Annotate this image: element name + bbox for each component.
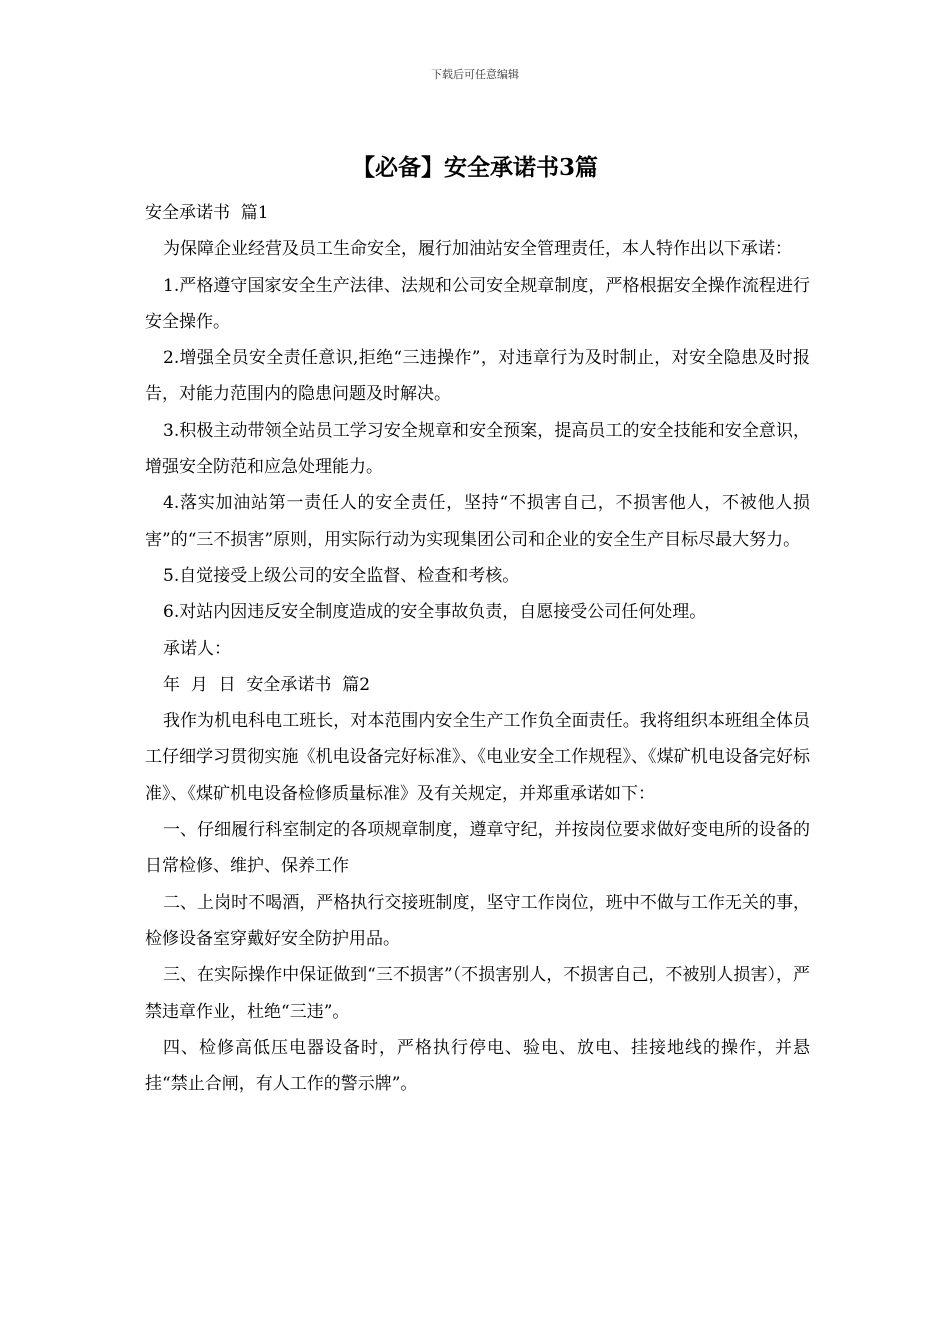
paragraph-pledge-4: 四、检修高低压电器设备时，严格执行停电、验电、放电、挂接地线的操作，并悬挂“禁止合闸，有人工作的警示牌”。 bbox=[145, 1037, 810, 1095]
paragraph-item-5: 5.自觉接受上级公司的安全监督、检查和考核。 bbox=[163, 565, 520, 586]
paragraph-item-2: 2.增强全员安全责任意识,拒绝“三违操作”，对违章行为及时制止，对安全隐患及时报告，对能力范围内的隐患问题及时解决。 bbox=[145, 348, 810, 405]
paragraph-date-and-heading-2: 年 月 日 安全承诺书 篇2 bbox=[163, 674, 371, 695]
paragraph-item-6: 6.对站内因违反安全制度造成的安全事故负责，自愿接受公司任何处理。 bbox=[163, 602, 707, 623]
paragraph-item-1: 1.严格遵守国家安全生产法律、法规和公司安全规章制度，严格根据安全操作流程进行安全操作。 bbox=[145, 275, 810, 332]
document-title: 【必备】安全承诺书3篇 bbox=[351, 154, 598, 181]
paragraph-item-3: 3.积极主动带领全站员工学习安全规章和安全预案，提高员工的安全技能和安全意识，增强安全防范和应急处理能力。 bbox=[145, 420, 810, 478]
paragraph-signature: 承诺人： bbox=[163, 638, 231, 659]
paragraph-item-4: 4.落实加油站第一责任人的安全责任，坚持“不损害自己，不损害他人，不被他人损害”的“三不损害”原则，用实际行动为实现集团公司和企业的安全生产目标尽最大努力。 bbox=[145, 493, 810, 550]
paragraph-pledge-1: 一、仔细履行科室制定的各项规章制度，遵章守纪，并按岗位要求做好变电所的设备的日常检修、维护、保养工作 bbox=[145, 820, 810, 877]
document-body bbox=[145, 195, 810, 1102]
paragraph-intro-2: 我作为机电科电工班长，对本范围内安全生产工作负全面责任。我将组织本班组全体员工仔细学习贯彻实施《机电设备完好标准》、《电业安全工作规程》、《煤矿机电设备完好标准》、《煤矿机电设备检修质量标准》及有关规定，并郑重承诺如下： bbox=[145, 711, 810, 804]
paragraph-pledge-3: 三、在实际操作中保证做到“三不损害”（不损害别人，不损害自己，不被别人损害），严禁违章作业，杜绝“三违”。 bbox=[145, 965, 810, 1022]
header-note: 下载后可任意编辑 bbox=[431, 68, 519, 81]
paragraph-section-heading-1: 安全承诺书 篇1 bbox=[145, 203, 269, 223]
paragraph-pledge-2: 二、上岗时不喝酒，严格执行交接班制度，坚守工作岗位，班中不做与工作无关的事，检修设备室穿戴好安全防护用品。 bbox=[145, 892, 810, 949]
paragraph-intro-1: 为保障企业经营及员工生命安全，履行加油站安全管理责任，本人特作出以下承诺： bbox=[163, 239, 792, 260]
